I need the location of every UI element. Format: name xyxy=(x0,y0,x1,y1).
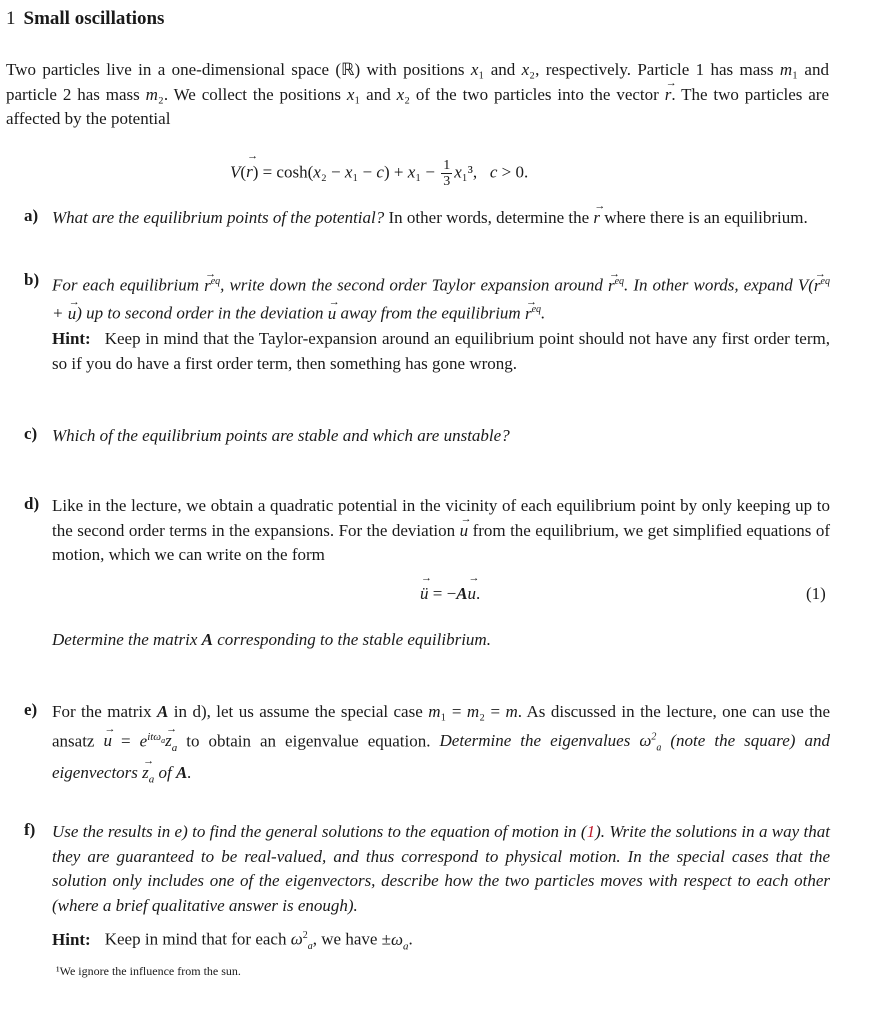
item-e-text: For the matrix A in d), let us assume the special case m₁ = m₂ = m. As discussed in the lecture, one can use the ansatz u → = $e^{it\omega_a}z \to_a$ to obtain an eigenvalue equation. Determine the eigenvalues $\omega^2_a$ (note the square) and eigenvectors $z \to_a$ of A. xyxy=(52,700,830,792)
potential-equation: V(r →) = cosh(x₂ − x₁ − c) + x₁ − $\frac{1}{3}$ x₁³, c > 0. xyxy=(230,158,528,189)
item-f-hint: Hint: Keep in mind that for each $\omega^2_a$, we have $\pm\omega_a$. xyxy=(52,929,413,953)
section-number: 1 xyxy=(6,8,16,29)
item-f-label: f) xyxy=(24,820,36,839)
section-heading: 1 Small oscillations xyxy=(6,8,165,29)
item-f-text: Use the results in e) to find the general solutions to the equation of motion in (1). Write the solutions in a way that they are guaranteed to be real-valued, and thus correspond to physical motion. In the special cases that the solution only includes one of the eigenvectors, describe how the two particles moves with respect to each other (where a brief qualitative answer is enough). xyxy=(52,822,830,915)
footnote: ¹We ignore the influence from the sun. xyxy=(56,964,241,978)
item-b-text: For each equilibrium r →$^{eq}$, write down the second order Taylor expansion around r →$^{eq}$. In other words, expand V(r →$^{eq}$ + u →) up to second order in the deviation u → away from the equilibrium r →$^{eq}$. xyxy=(52,270,830,326)
hint-label: Hint: xyxy=(52,929,91,949)
item-d-question: Determine the matrix A corresponding to the stable equilibrium. xyxy=(52,630,491,649)
equation-of-motion: ü → = −Au →. xyxy=(420,584,480,604)
item-e-label: e) xyxy=(24,700,38,719)
hint-label: Hint: xyxy=(52,329,91,348)
item-a-text: What are the equilibrium points of the potential? In other words, determine the r → where there is an equilibrium. xyxy=(52,206,830,231)
item-a-label: a) xyxy=(24,206,39,225)
intro-paragraph: Two particles live in a one-dimensional space (ℝ) with positions x₁ and x₂, respectively. Particle 1 has mass m₁ and particle 2 has mass m₂. We collect the positions x₁ and x₂ of the two particles into the vector r →. The two particles are affected by the potential xyxy=(6,58,829,132)
item-c-label: c) xyxy=(24,424,38,443)
item-d-label: d) xyxy=(24,494,40,513)
item-b-hint xyxy=(52,327,830,376)
hint-text: Keep in mind that the Taylor-expansion around an equilibrium point should not have any first order term, so if you do have a first order term, then something has gone wrong. xyxy=(52,329,830,373)
equation-number: (1) xyxy=(806,584,826,603)
item-c-text: Which of the equilibrium points are stable and which are unstable? xyxy=(52,426,510,445)
item-d-text: Like in the lecture, we obtain a quadratic potential in the vicinity of each equilibrium point by only keeping up to the second order terms in the expansions. For the deviation u → from the equilibrium, we get simplified equations of motion, which we can write on the form xyxy=(52,494,830,568)
item-b-label: b) xyxy=(24,270,40,289)
